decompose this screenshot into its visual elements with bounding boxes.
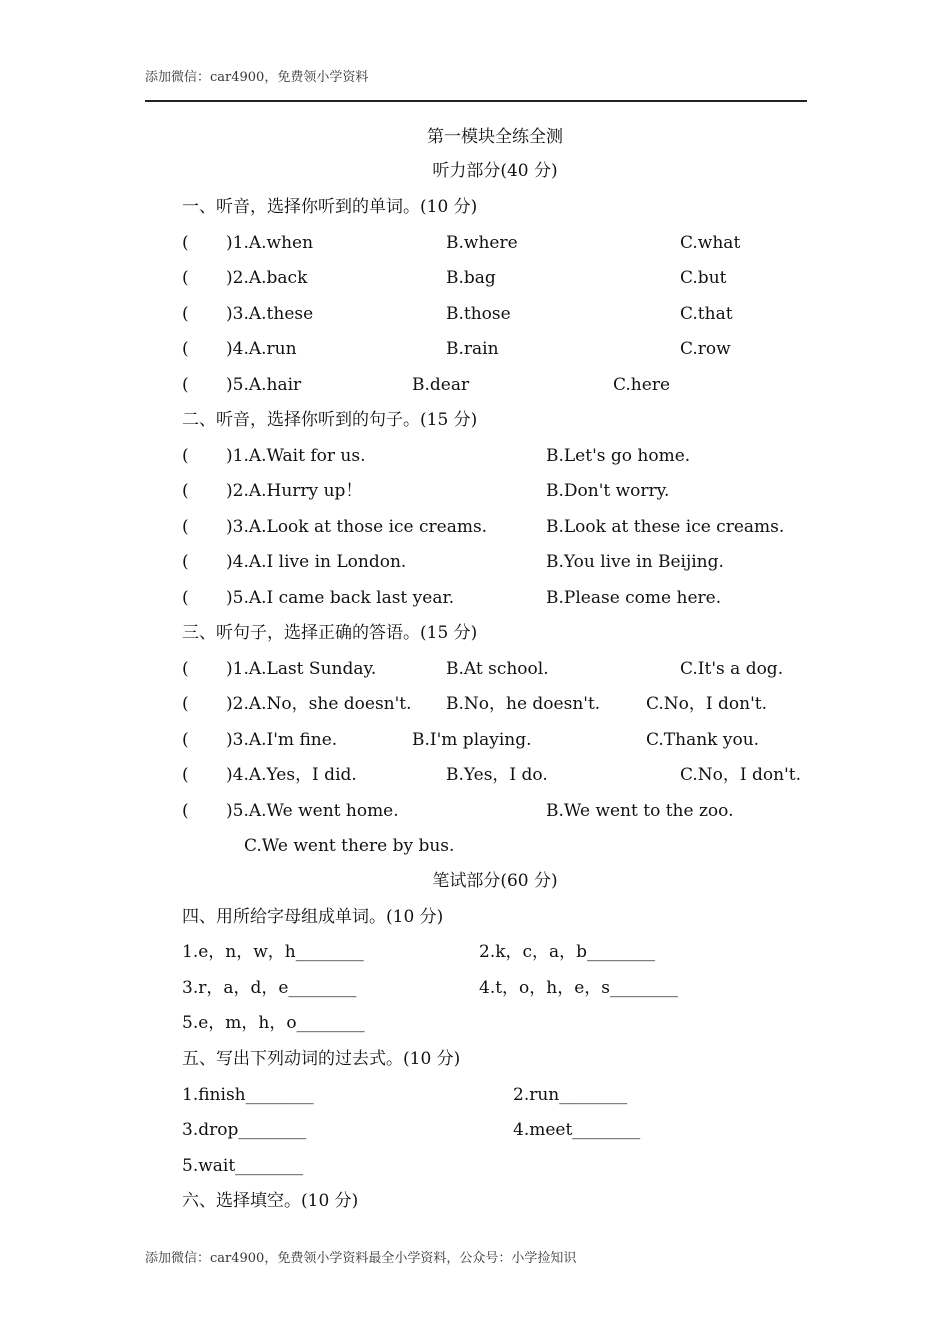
page-title: 第一模块全练全测	[427, 127, 563, 147]
s5-item-4: 4.meet________	[513, 1120, 641, 1140]
s4-item-5: 5.e，m，h，o________	[182, 1013, 365, 1033]
s3-q5-option-c: C.We went there by bus.	[244, 836, 455, 856]
answer-paren: (	[182, 268, 189, 288]
s1-q3-option-b: B.those	[446, 304, 511, 324]
s4-item-4: 4.t，o，h，e，s________	[479, 978, 679, 998]
answer-paren: (	[182, 517, 189, 537]
s1-q4-option-c: C.row	[680, 339, 731, 359]
s1-q3-option-c: C.that	[680, 304, 733, 324]
s1-q5-option-a: )5.A.hair	[226, 375, 302, 395]
s3-q1-option-a: )1.A.Last Sunday.	[226, 659, 377, 679]
listening-part-title: 听力部分(40 分)	[432, 161, 558, 181]
s3-q4-option-c: C.No，I don't.	[680, 765, 802, 785]
s2-q1-option-a: )1.A.Wait for us.	[226, 446, 366, 466]
s2-q5-option-b: B.Please come here.	[546, 588, 722, 608]
s3-q2-option-b: B.No，he doesn't.	[446, 694, 601, 714]
s2-q4-option-a: )4.A.I live in London.	[226, 552, 407, 572]
page-footer-note: 添加微信：car4900，免费领小学资料最全小学资料，公众号：小学捡知识	[145, 1251, 577, 1266]
header-rule	[145, 100, 807, 102]
s5-item-5: 5.wait________	[182, 1156, 304, 1176]
answer-paren: (	[182, 233, 189, 253]
section2-heading: 二、听音，选择你听到的句子。(15 分)	[182, 410, 478, 430]
s5-item-3: 3.drop________	[182, 1120, 307, 1140]
s3-q1-option-c: C.It's a dog.	[680, 659, 784, 679]
section5-heading: 五、写出下列动词的过去式。(10 分)	[182, 1049, 461, 1069]
s5-item-2: 2.run________	[513, 1085, 628, 1105]
s2-q3-option-a: )3.A.Look at those ice creams.	[226, 517, 488, 537]
s2-q1-option-b: B.Let's go home.	[546, 446, 691, 466]
s1-q1-option-c: C.what	[680, 233, 741, 253]
s1-q2-option-c: C.but	[680, 268, 727, 288]
s1-q1-option-b: B.where	[446, 233, 518, 253]
s1-q5-option-c: C.here	[613, 375, 671, 395]
s3-q4-option-b: B.Yes，I do.	[446, 765, 548, 785]
s3-q3-option-b: B.I'm playing.	[412, 730, 532, 750]
section4-heading: 四、用所给字母组成单词。(10 分)	[182, 907, 444, 927]
section1-heading: 一、听音，选择你听到的单词。(10 分)	[182, 197, 478, 217]
answer-paren: (	[182, 552, 189, 572]
s3-q2-option-a: )2.A.No，she doesn't.	[226, 694, 412, 714]
s3-q2-option-c: C.No，I don't.	[646, 694, 768, 714]
answer-paren: (	[182, 481, 189, 501]
s5-item-1: 1.finish________	[182, 1085, 314, 1105]
s1-q2-option-a: )2.A.back	[226, 268, 308, 288]
s4-item-1: 1.e，n，w，h________	[182, 942, 364, 962]
answer-paren: (	[182, 339, 189, 359]
s2-q5-option-a: )5.A.I came back last year.	[226, 588, 455, 608]
s2-q4-option-b: B.You live in Beijing.	[546, 552, 724, 572]
answer-paren: (	[182, 588, 189, 608]
answer-paren: (	[182, 694, 189, 714]
s4-item-3: 3.r，a，d，e________	[182, 978, 357, 998]
page-header-note: 添加微信：car4900，免费领小学资料	[145, 70, 369, 85]
s3-q1-option-b: B.At school.	[446, 659, 549, 679]
s3-q5-option-b: B.We went to the zoo.	[546, 801, 734, 821]
s1-q2-option-b: B.bag	[446, 268, 496, 288]
answer-paren: (	[182, 730, 189, 750]
s3-q3-option-a: )3.A.I'm fine.	[226, 730, 338, 750]
answer-paren: (	[182, 446, 189, 466]
answer-paren: (	[182, 375, 189, 395]
s3-q5-option-a: )5.A.We went home.	[226, 801, 399, 821]
answer-paren: (	[182, 765, 189, 785]
s1-q4-option-b: B.rain	[446, 339, 499, 359]
s1-q1-option-a: )1.A.when	[226, 233, 314, 253]
s2-q2-option-a: )2.A.Hurry up！	[226, 481, 363, 501]
s1-q3-option-a: )3.A.these	[226, 304, 314, 324]
section6-heading: 六、选择填空。(10 分)	[182, 1191, 359, 1211]
s1-q5-option-b: B.dear	[412, 375, 470, 395]
s4-item-2: 2.k，c，a，b________	[479, 942, 656, 962]
answer-paren: (	[182, 801, 189, 821]
answer-paren: (	[182, 304, 189, 324]
answer-paren: (	[182, 659, 189, 679]
s2-q3-option-b: B.Look at these ice creams.	[546, 517, 785, 537]
s3-q3-option-c: C.Thank you.	[646, 730, 760, 750]
s2-q2-option-b: B.Don't worry.	[546, 481, 670, 501]
s1-q4-option-a: )4.A.run	[226, 339, 297, 359]
s3-q4-option-a: )4.A.Yes，I did.	[226, 765, 357, 785]
section3-heading: 三、听句子，选择正确的答语。(15 分)	[182, 623, 478, 643]
writing-part-title: 笔试部分(60 分)	[432, 871, 558, 891]
